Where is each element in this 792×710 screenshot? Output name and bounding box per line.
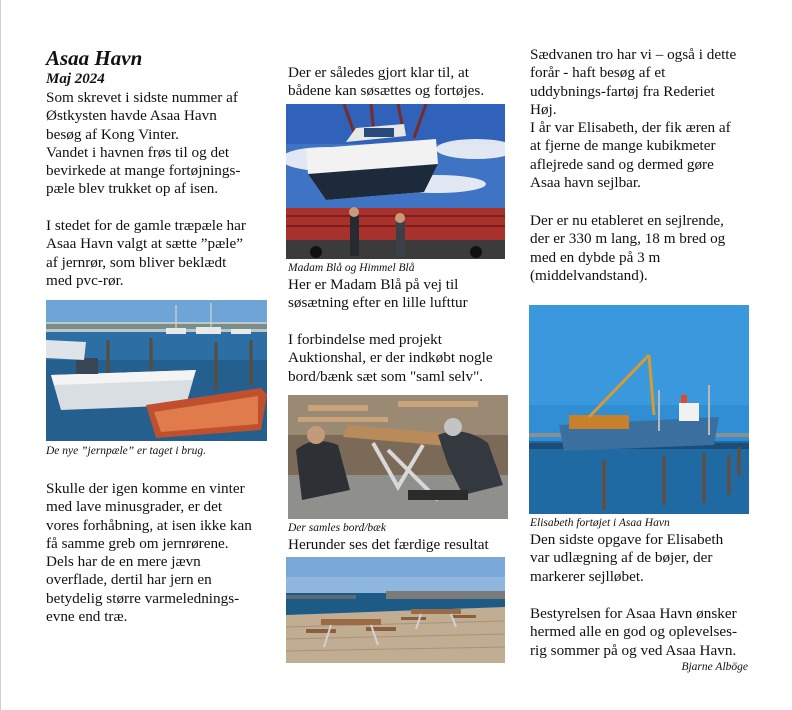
bench-assembly-caption: Der samles bord/bæk [288, 522, 386, 534]
col2-paragraph-1: Der er således gjort klar til, at bådene kan søsættes og fortøjes. [288, 64, 485, 100]
col1-paragraph-3: Skulle der igen komme en vinter med lave minusgrader, er det vores forhåbning, at isen ikke kan få samme greb om jernrørene. Dels har de en mere jævn overflade, dertil har jern en betydelig større varmelednings- evne end træ. [46, 480, 252, 626]
col3-paragraph-3: Den sidste opgave for Elisabeth var udlægning af de bøjer, der markerer sejlløbet. [530, 531, 724, 585]
col2-paragraph-2: Her er Madam Blå på vej til søsætning efter en lille lufttur [288, 276, 468, 312]
col1-paragraph-1: Som skrevet i sidste nummer af Østkysten havde Asaa Havn besøg af Kong Vinter. Vandet i havnen frøs til og det bevirkede at mange fortøjnings- pæle blev trukket op af isen. [46, 89, 241, 198]
dredger-photo [529, 305, 749, 514]
boat-lift-photo [286, 104, 505, 259]
benches-photo [286, 557, 505, 663]
title: Asaa Havn [46, 46, 143, 70]
boat-lift-caption: Madam Blå og Himmel Blå [288, 262, 415, 274]
page-border [0, 0, 1, 710]
date: Maj 2024 [46, 71, 105, 87]
boats-caption: De nye ”jernpæle” er taget i brug. [46, 445, 207, 457]
col3-paragraph-4: Bestyrelsen for Asaa Havn ønsker hermed alle en god og oplevelses- rig sommer på og ved Asaa Havn. [530, 605, 738, 659]
col1-paragraph-2: I stedet for de gamle træpæle har Asaa Havn valgt at sætte ”pæle” af jernrør, som bliver beklædt med pvc-rør. [46, 217, 246, 289]
boats-photo [46, 300, 267, 441]
bench-assembly-photo [288, 395, 508, 519]
signature: Bjarne Alböge [681, 661, 748, 673]
col2-paragraph-4: Herunder ses det færdige resultat [288, 536, 489, 553]
col3-paragraph-2: Der er nu etableret en sejlrende, der er 330 m lang, 18 m bred og med en dybde på 3 m (middelvandstand). [530, 212, 726, 284]
dredger-caption: Elisabeth fortøjet i Asaa Havn [530, 517, 670, 529]
col2-paragraph-3: I forbindelse med projekt Auktionshal, er der indkøbt nogle bord/bænk sæt som "saml selv". [288, 331, 493, 385]
col3-paragraph-1: Sædvanen tro har vi – også i dette forår - haft besøg af et uddybnings-fartøj fra Rederiet Høj. I år var Elisabeth, der fik æren af at fjerne de mange kubikmeter aflejrede sand og dermed gøre Asaa havn sejlbar. [530, 46, 737, 192]
